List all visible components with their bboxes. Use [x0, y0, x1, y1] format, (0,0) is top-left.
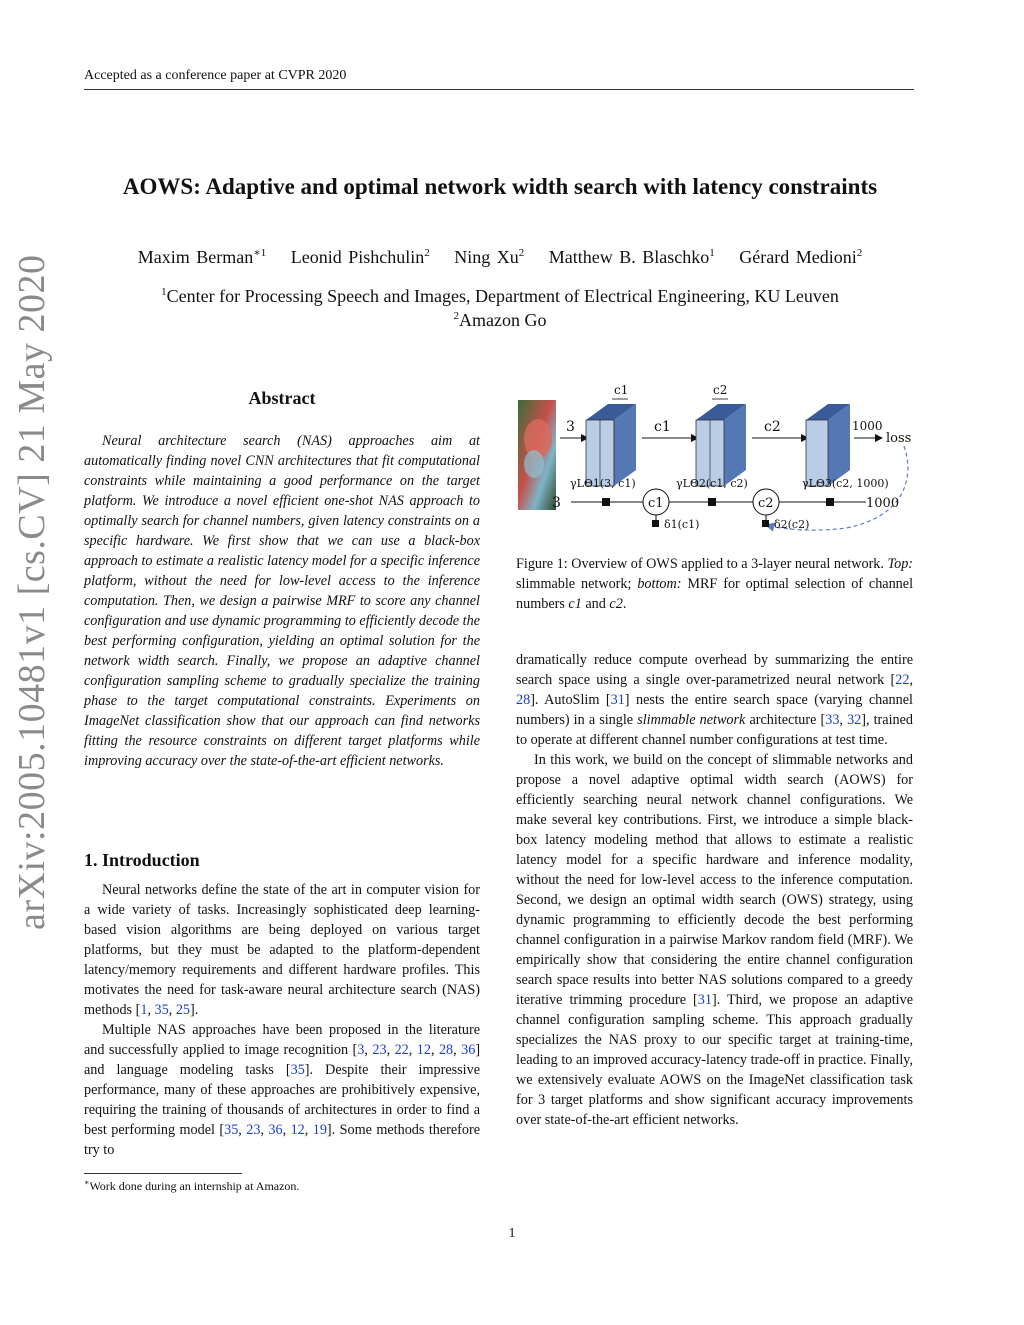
citation-link[interactable]: 36	[461, 1042, 476, 1058]
citation-link[interactable]: 25	[175, 1002, 191, 1018]
fig-gamma-l3: γLΘ3(c2, 1000)	[802, 477, 889, 490]
citation-link[interactable]: 31	[610, 692, 625, 708]
author: Gérard Medioni$^2$	[739, 247, 863, 267]
citation-link[interactable]: 28	[438, 1042, 454, 1058]
factor-node	[602, 498, 610, 506]
citation-link[interactable]: 23	[246, 1122, 261, 1138]
right-column-text	[516, 650, 913, 1130]
citation-link[interactable]: 32	[847, 712, 862, 728]
affiliation: $^1$Center for Processing Speech and Images, Department of Electrical Engineering, KU Leuven	[161, 286, 839, 306]
citation-link[interactable]: 35	[154, 1002, 169, 1018]
intro-paragraph-1: Neural networks define the state of the art in computer vision for a wide variety of tasks. Increasingly sophisticated deep learning-based vision algorithms are being deployed on various target platforms, but they must be adapted to the platform-dependent latency/memory requirements and different hardware profiles. This motivates the need for task-aware neural architecture search (NAS) methods [1, 35, 25].	[84, 882, 480, 1018]
fig-c2-mid: c2	[764, 419, 781, 435]
header-rule	[84, 89, 914, 90]
citation-link[interactable]: 3	[357, 1042, 365, 1058]
factor-node	[826, 498, 834, 506]
citation-link[interactable]: 33	[825, 712, 840, 728]
intro-heading: 1. Introduction	[84, 850, 200, 870]
citation-link[interactable]: 35	[290, 1062, 305, 1078]
citation-link[interactable]: 22	[895, 672, 910, 688]
figure-1	[516, 384, 916, 544]
fig-c1-top: c1	[614, 384, 629, 397]
intro-text	[84, 880, 480, 1160]
fig-output-1000: 1000	[852, 419, 883, 433]
citation-link[interactable]: 1	[140, 1002, 148, 1018]
citation-link[interactable]: 28	[516, 692, 531, 708]
abstract-text: Neural architecture search (NAS) approaches aim at automatically finding novel CNN architectures that fit computational constraints while maintaining a good performance on the target platform. We introduce a novel efficient one-shot NAS approach to optimally search for channel numbers, given latency constraints on a specific hardware. We first show that we can use a black-box approach to estimate a realistic latency model for a specific inference platform, without the need for low-level access to the inference computation. Then, we design a pairwise MRF to score any channel configuration and use dynamic programming to efficiently decode the best performing configuration, yielding an optimal solution for the network width search. Finally, we propose an adaptive channel configuration sampling scheme to gradually specialize the training phase to the target computational constraints. Experiments on ImageNet classification show that our approach can find networks fitting the resource constraints on different target platforms while improving accuracy over the state-of-the-art efficient networks.	[84, 433, 480, 769]
citation-link[interactable]: 22	[394, 1042, 409, 1058]
mrf-input-3: 3	[552, 495, 561, 511]
footnote-rule	[84, 1173, 242, 1174]
citation-link[interactable]: 19	[312, 1122, 327, 1138]
author: Matthew B. Blaschko$^1$	[548, 247, 715, 267]
right-paragraph-1: dramatically reduce compute overhead by summarizing the entire search space using a single over-parametrized neural network [22, 28]. AutoSlim [31] nests the entire search space (varying channel numbers) in a single slimmable network architecture [33, 32], trained to operate at different channel number configurations at test time.	[516, 652, 914, 748]
fig-gamma-l2: γLΘ2(c1, c2)	[676, 477, 748, 490]
fig-gamma-l1: γLΘ1(3, c1)	[570, 477, 636, 490]
mrf-node-c2-label: c2	[758, 496, 774, 511]
figure-1-caption: Figure 1: Overview of OWS applied to a 3-layer neural network. Top: slimmable network; bottom: MRF for optimal selection of channel numbers c1 and c2.	[516, 556, 914, 612]
citation-link[interactable]: 12	[290, 1122, 305, 1138]
figure-1-diagram	[516, 384, 916, 544]
factor-node	[708, 498, 716, 506]
author: Leonid Pishchulin$^2$	[290, 247, 430, 267]
fig-c1-mid: c1	[654, 419, 671, 435]
author: Ning Xu$^2$	[454, 247, 525, 267]
author-list	[60, 246, 940, 268]
author: Maxim Berman$^{∗1}$	[137, 247, 267, 267]
citation-link[interactable]: 31	[697, 992, 712, 1008]
unary-factor	[762, 520, 769, 527]
fig-delta-2: δ2(c2)	[774, 518, 810, 531]
footnote: ∗Work done during an internship at Amazon.	[84, 1178, 300, 1193]
citation-link[interactable]: 12	[416, 1042, 431, 1058]
abstract-heading: Abstract	[248, 388, 316, 408]
citation-link[interactable]: 36	[268, 1122, 283, 1138]
citation-link[interactable]: 23	[372, 1042, 387, 1058]
fig-loss: loss	[886, 431, 912, 446]
arxiv-identifier: arXiv:2005.10481v1 [cs.CV] 21 May 2020	[11, 254, 53, 930]
paper-title: AOWS: Adaptive and optimal network width search with latency constraints	[122, 174, 878, 199]
mrf-node-c1-label: c1	[648, 496, 664, 511]
fig-delta-1: δ1(c1)	[664, 518, 700, 531]
affiliation: $^2$Amazon Go	[453, 310, 547, 330]
citation-link[interactable]: 35	[224, 1122, 239, 1138]
fig-input-channels: 3	[566, 419, 575, 435]
page-number: 1	[508, 1226, 516, 1241]
fig-c2-top: c2	[713, 384, 728, 397]
right-paragraph-2: In this work, we build on the concept of slimmable networks and propose a novel adaptive optimal width search (AOWS) for efficiently searching neural network channel configurations. We make several key contributions. First, we introduce a simple black-box latency modeling method that allows to estimate a realistic latency model for a specific hardware and inference modality, without the need for low-level access to the inference computation. Second, we design an optimal width search (OWS) strategy, using dynamic programming to efficiently decode the best performing channel configuration in a pairwise Markov random field (MRF). We empirically show that considering the entire channel configuration search space results into better NAS solutions compared to a greedy iterative trimming procedure [31]. Third, we propose an adaptive channel configuration sampling scheme. This approach gradually specializes the NAS proxy to our specific target at training-time, leading to an improved accuracy-latency trade-off in practice. Finally, we extensively evaluate AOWS on the ImageNet classification task for 3 target platforms and show significant accuracy improvements over state-of-the-art efficient networks.	[516, 752, 913, 1128]
intro-paragraph-2: Multiple NAS approaches have been proposed in the literature and successfully applied to image recognition [3, 23, 22, 12, 28, 36] and language modeling tasks [35]. Despite their impressive performance, many of these approaches are prohibitively expensive, requiring the training of thousands of architectures in order to find a best performing model [35, 23, 36, 12, 19]. Some methods therefore try to	[84, 1022, 481, 1158]
mrf-output-1000: 1000	[866, 496, 900, 511]
unary-factor	[652, 520, 659, 527]
page-header: Accepted as a conference paper at CVPR 2020	[84, 68, 347, 83]
